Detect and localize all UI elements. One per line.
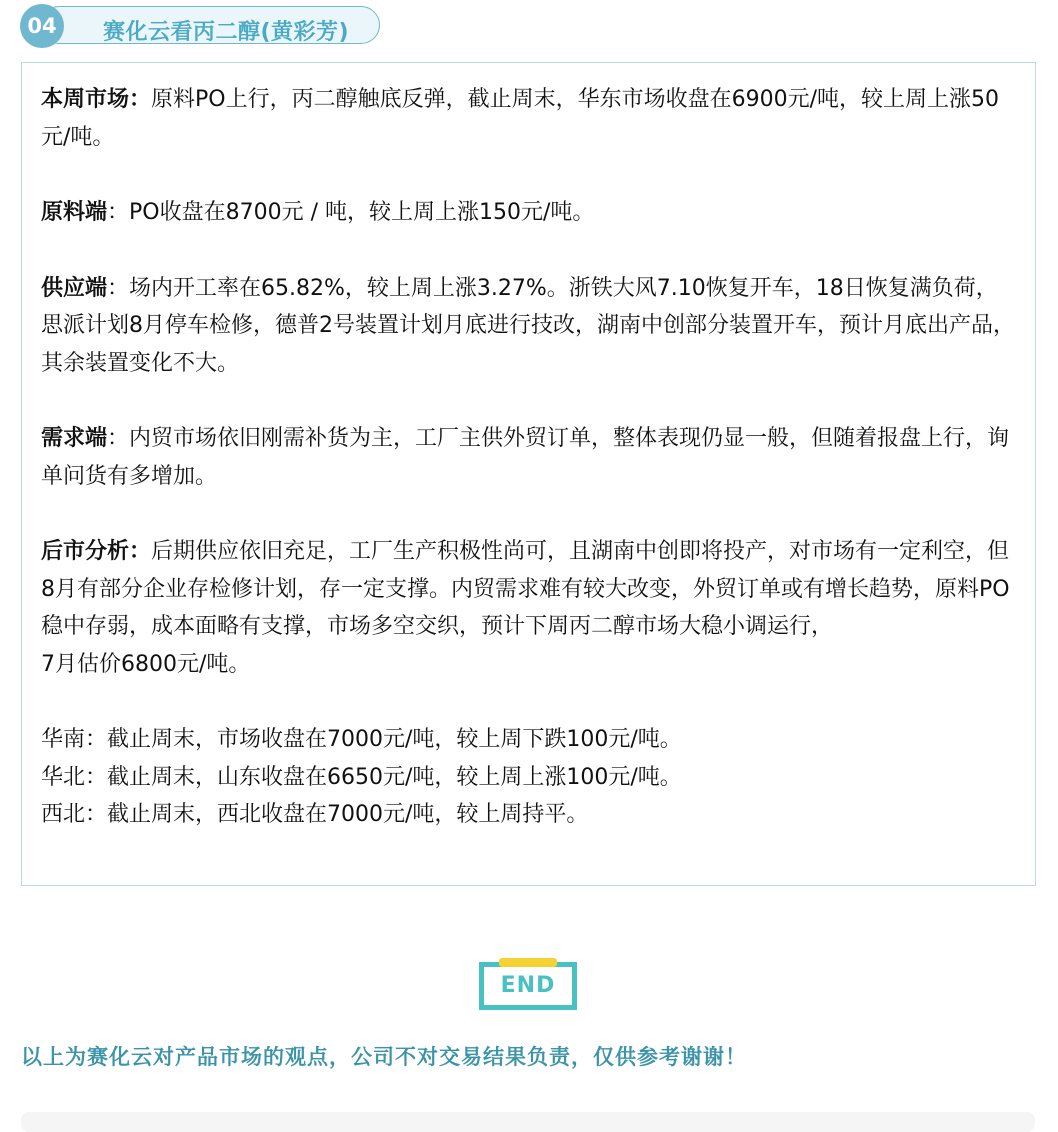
section-title: 赛化云看丙二醇(黄彩芳) bbox=[103, 20, 350, 45]
disclaimer-text: 以上为赛化云对产品市场的观点，公司不对交易结果负责，仅供参考谢谢！ bbox=[21, 1045, 747, 1069]
demand-text: ：内贸市场依旧刚需补货为主，工厂主供外贸订单，整体表现仍显一般，但随着报盘上行，询单问货有多增加。 bbox=[41, 426, 1010, 489]
section-number-badge: 04 bbox=[20, 4, 64, 48]
end-clip-decoration bbox=[499, 958, 557, 967]
demand-paragraph bbox=[41, 420, 1017, 495]
market-label: 本周市场： bbox=[41, 87, 152, 112]
region-northwest: 西北：截止周末，西北收盘在7000元/吨，较上周持平。 bbox=[41, 802, 589, 827]
outlook-label: 后市分析： bbox=[41, 539, 152, 564]
market-paragraph bbox=[41, 81, 1017, 156]
section-title-pill bbox=[40, 6, 380, 44]
region-south-china: 华南：截止周末，市场收盘在7000元/吨，较上周下跌100元/吨。 bbox=[41, 727, 682, 752]
end-badge bbox=[479, 958, 577, 1010]
supply-paragraph bbox=[41, 270, 1017, 383]
supply-label: 供应端 bbox=[41, 275, 108, 301]
outlook-paragraph bbox=[41, 533, 1017, 646]
outlook-text: 后期供应依旧充足，工厂生产积极性尚可，且湖南中创即将投产，对市场有一定利空，但8月有部分企业存检修计划，存一定支撑。内贸需求难有较大改变，外贸订单或有增长趋势，原料PO稳中存弱，成本面略有支撑，市场多空交织，预计下周丙二醇市场大稳小调运行， bbox=[41, 539, 1010, 639]
raw-material-label: 原料端 bbox=[41, 200, 108, 225]
section-header bbox=[20, 4, 382, 46]
region-north-china: 华北：截止周末，山东收盘在6650元/吨，较上周上涨100元/吨。 bbox=[41, 764, 682, 790]
report-content-box bbox=[21, 62, 1036, 886]
demand-label: 需求端 bbox=[41, 426, 108, 451]
supply-text: ：场内开工率在65.82%，较上周上涨3.27%。浙铁大风7.10恢复开车，18日恢复满负荷，思派计划8月停车检修，德普2号装置计划月底进行技改，湖南中创部分装置开车，预计月底出产品，其余装置变化不大。 bbox=[41, 275, 1015, 376]
market-text: 原料PO上行，丙二醇触底反弹，截止周末，华东市场收盘在6900元/吨，较上周上涨50元/吨。 bbox=[41, 87, 999, 150]
end-label: END bbox=[479, 962, 577, 1010]
raw-material-text: ：PO收盘在8700元 / 吨，较上周上涨150元/吨。 bbox=[107, 200, 595, 225]
footer-bar bbox=[21, 1112, 1035, 1132]
raw-material-paragraph bbox=[41, 194, 1017, 232]
price-estimate: 7月估价6800元/吨。 bbox=[41, 651, 251, 677]
